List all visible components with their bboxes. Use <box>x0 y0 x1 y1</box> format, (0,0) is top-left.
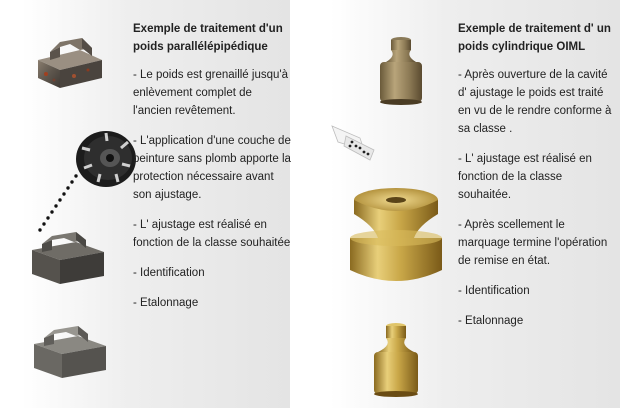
cylindrical-step-calibration: - Etalonnage <box>458 315 524 327</box>
worn-cylindrical-weight <box>380 37 422 105</box>
cylindrical-step-cavity: - Après ouverture de la cavité d' ajustage le poids est traité en vu de le rendre conforme à sa classe . <box>458 69 612 135</box>
rectangular-step-adjustment: - L' ajustage est réalisé en fonction de la classe souhaitée <box>133 219 291 249</box>
cylindrical-weight-title: Exemple de traitement d' un poids cylindrique OIML <box>458 23 611 53</box>
cylindrical-weight-description <box>458 20 618 342</box>
painted-rectangular-weight-image <box>26 226 110 288</box>
cylindrical-weights-illustration <box>330 0 458 408</box>
cylindrical-step-identification: - Identification <box>458 285 530 297</box>
cylindrical-step-sealing: - Après scellement le marquage termine l'opération de remise en état. <box>458 219 608 267</box>
rectangular-step-blasting: - Le poids est grenaillé jusqu'à enlèvement complet de l'ancien revêtement. <box>133 69 288 117</box>
rectangular-weight-title: Exemple de traitement d'un poids parallélépipédique <box>133 23 283 53</box>
rectangular-weight-description <box>133 20 293 324</box>
cylindrical-step-adjustment: - L' ajustage est réalisé en fonction de la classe souhaitée. <box>458 153 592 201</box>
adjustment-tool <box>332 126 374 160</box>
rectangular-step-painting: - L'application d'une couche de peinture sans plomb apporte la protection nécessaire avant son ajustage. <box>133 135 291 201</box>
finished-rectangular-weight-image <box>28 320 112 382</box>
finished-cylindrical-weight <box>374 323 418 397</box>
rectangular-step-calibration: - Etalonnage <box>133 297 199 309</box>
cylindrical-weight-panel <box>330 0 620 408</box>
rectangular-weight-panel <box>22 0 290 408</box>
rectangular-step-identification: - Identification <box>133 267 205 279</box>
blasted-rectangular-weight-image <box>30 30 108 92</box>
opened-cylindrical-weight <box>350 188 442 281</box>
